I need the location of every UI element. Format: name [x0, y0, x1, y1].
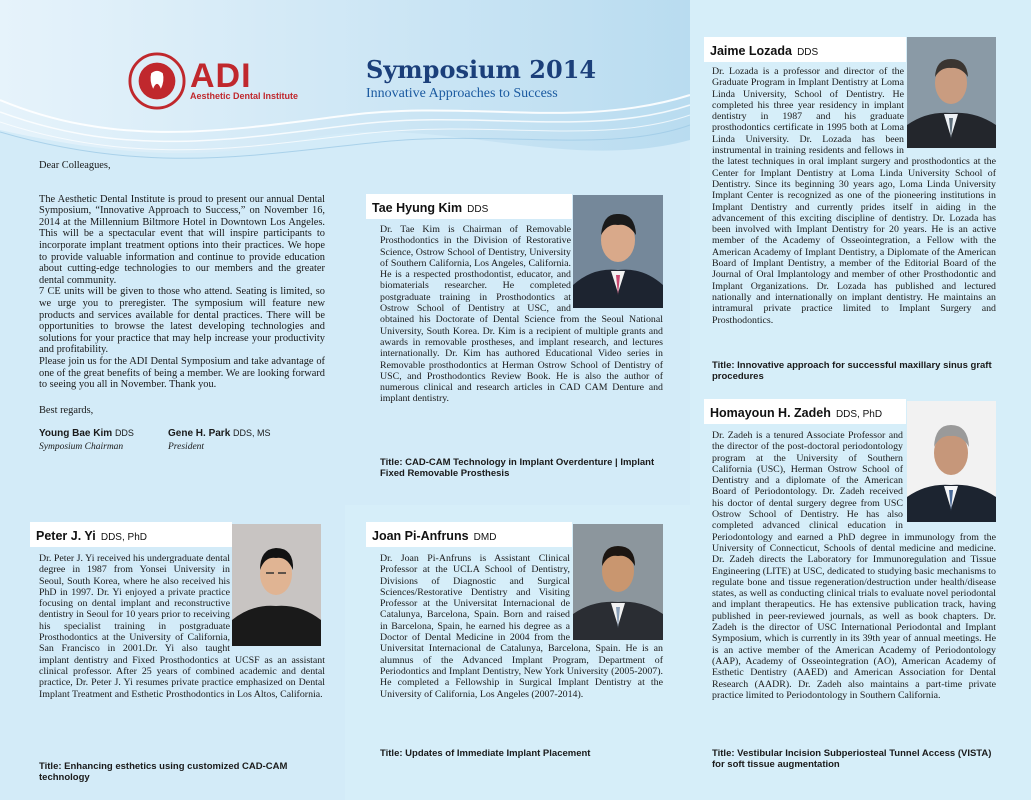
speaker-bio-text-lozada: Dr. Lozada is a professor and director of the Graduate Program in Implant Dentistry at Loma Linda University, School of Dentistry. He completed his three year residency in implant dentistry in 1987 and his graduate prosthodontics certificate in 1995 both at Loma Linda University. Dr. Lozada has been instrumental in training residents and fellows in the latest techniques in oral implant surgery and prosthodontics at the Center for Implant Dentistry at Loma Linda University School of Dentistry. Since its beginning 30 years ago, Loma Linda University Implant Center is recognized as one of the pioneering institutions in Implant Dentistry and currently prides itself in aiding in the advancement of this exciting discipline of dentistry. Dr. Lozada has been involved with Implant Dentistry for 20 years. He is an active member of the Academy of Osseointegration, a Fellow with the American Academy of Implant Dentistry, a Diplomate of the American Board of Implant Dentistry, a member of the Editorial Board of the Journal of Oral Implantology and member of other Prosthodontic and Implant Organizations. Dr. Lozada has published and lectured nationally and internationally on implant dentistry. He maintains an intramural private practice limited to Implant Surgery and Prosthodontics. — [712, 66, 996, 326]
letter-paragraph: Please join us for the ADI Dental Symposium and take advantage of one of the great benefits of being a member. We are looking forward to seeing you all in November. Thank you. — [39, 355, 325, 391]
letter-greeting: Dear Colleagues, — [39, 160, 111, 171]
speaker-credentials: DDS, PhD — [100, 532, 147, 543]
signer-credentials: DDS, MS — [233, 428, 271, 439]
speaker-card-pi-anfruns — [366, 522, 662, 547]
signatures — [39, 428, 325, 453]
photo-spacer — [903, 430, 996, 522]
speaker-credentials: DDS, PhD — [835, 409, 883, 420]
speaker-card-yi — [30, 522, 322, 547]
speaker-credentials: DMD — [473, 532, 497, 543]
signer — [168, 428, 297, 453]
speaker-card-kim — [366, 194, 662, 219]
event-title-block — [366, 55, 596, 102]
speaker-header — [366, 522, 572, 547]
speaker-bio-text-zadeh: Dr. Zadeh is a tenured Associate Professor and the director of the post-doctoral periodontology program at the University of Southern California (USC), Herman Ostrow School of Dentistry and a diplomate of the American Board of Periodontology. Dr. Zadeh received his doctor of dental surgery degree from USC Ostrow School of Dentistry. He has also completed advanced clinical education in Periodontology and earned a PhD degree in immunology from the University of Connecticut, Schools of dental medicine and medicine. Dr. Zadeh directs the Laboratory for Immunoregulation and Tissue Engineering (LITE) at USC, dedicated to studying basic mechanisms to regulate bone and tissue regeneration/destruction under health/disease states, as well as conducting clinical trials to evaluate novel periodontal and implant therapeutics. He has extensive publication track, having published in peer-reviewed journals, as well as book chapters. Dr. Zadeh is the director of USC International Periodontal and Implant Symposium, which is currently in its 39th year of annual meetings. He is an active member of the American Academy of Periodontology (AAP), Academy of Osseointegration (AO), American Academy of Esthetic Dentistry (AAED) and American Association for Dental Research (AADR). Dr. Zadeh also maintains a part-time private practice limited to Periodontology in Southern California. — [712, 430, 996, 701]
speaker-name: Jaime Lozada — [710, 44, 792, 58]
signer — [39, 428, 168, 453]
event-title: Symposium 2014 — [366, 55, 597, 84]
photo-spacer — [570, 553, 663, 641]
photo-spacer — [230, 553, 325, 645]
adi-logo — [128, 52, 298, 110]
speaker-name: Tae Hyung Kim — [372, 201, 463, 215]
welcome-letter — [39, 160, 325, 453]
speaker-talk-pi-anfruns: Title: Updates of Immediate Implant Placement — [380, 748, 591, 759]
signer-role: Symposium Chairman — [39, 441, 124, 452]
speaker-card-zadeh — [704, 399, 996, 424]
speaker-talk-lozada: Title: Innovative approach for successful maxillary sinus graft procedures — [712, 360, 992, 382]
speaker-talk-zadeh: Title: Vestibular Incision Subperiosteal Tunnel Access (VISTA) for soft tissue augmentation — [712, 748, 992, 770]
speaker-name: Homayoun H. Zadeh — [710, 406, 831, 420]
adi-seal-icon — [128, 52, 186, 110]
speaker-bio-text-yi: Dr. Peter J. Yi received his undergraduate dental degree in 1987 from Yonsei University in Seoul, South Korea, where he also received his PhD in 1997. Dr. Yi enjoyed a private practice focusing on dental implant and reconstructive dentistry in Seoul for 10 years prior to receiving his specialist training in postgraduate Prosthodontics at the University of California, San Francisco in 2001.Dr. Yi also taught implant dentistry and Fixed Prosthodontics at UCSF as an assistant clinical professor. After 25 years of combined academic and dental practice, Dr. Peter J. Yi resumes private practice emphasized on Dental Implant Treatment and Esthetic Prosthodontics in Los Altos, California. — [39, 553, 325, 700]
speaker-talk-kim: Title: CAD-CAM Technology in Implant Overdenture | Implant Fixed Removable Prosthesis — [380, 457, 655, 479]
speaker-header — [704, 37, 906, 62]
speaker-name: Joan Pi-Anfruns — [372, 529, 469, 543]
speaker-talk-yi: Title: Enhancing esthetics using customized CAD-CAM technology — [39, 761, 288, 783]
photo-spacer — [571, 224, 663, 308]
letter-paragraph: The Aesthetic Dental Institute is proud to present our annual Dental Symposium, “Innovative Approach to Success,” on November 16, 2014 at the Millennium Biltmore Hotel in Downtown Los Angeles. This will be a spectacular event that will inspire participants to incorporate implant treatment options into their practices. We hope to provide valuable information and continue to provide education about cutting-edge technologies to our members and the greater dental community. — [39, 193, 325, 286]
speaker-header — [366, 194, 572, 219]
letter-paragraph: 7 CE units will be given to those who attend. Seating is limited, so we urge you to preregister. The symposium will feature new products and services available for dental practices. There will be opportunities to browse the latest developing technologies and solutions for your practice that may help increase your productivity and profitability. — [39, 286, 325, 356]
speaker-header — [704, 399, 906, 424]
speaker-name: Peter J. Yi — [36, 529, 96, 543]
event-subtitle: Innovative Approaches to Success — [366, 86, 558, 101]
logo-abbrev: ADI — [190, 57, 252, 95]
speaker-bio-text-kim: Dr. Tae Kim is Chairman of Removable Prosthodontics in the Division of Restorative Science, Ostrow School of Dentistry, University of Southern California, Los Angeles, California. He is a respected prosthodontist, educator, and biomaterials researcher. He completed postgraduate training in Prosthodontics at Ostrow School of Dentistry at USC, and obtained his Doctorate of Dental Science from the Seoul National University, South Korea. Dr. Kim is a recipient of multiple grants and awards in removable prostheses, and implant research, and lectures internationally. Dr. Kim has authored Educational Video series in Removable prosthodontics at Herman Ostrow School of Dentistry of USC, and Prosthodontics Review Book. He is also the author of numerous clinical and research articles in CAD CAM Denture and implant dentistry. — [380, 224, 663, 405]
speaker-bio-text-pi-anfruns: Dr. Joan Pi-Anfruns is Assistant Clinical Professor at the UCLA School of Dentistry, Divisions of Diagnostic and Surgical Sciences/Restorative Dentistry and Visiting Professor at the Universitat Internacional de Catalunya, Barcelona, Spain. Born and raised in Barcelona, Spain, he earned his degree as a Doctor of Dental Medicine in 2004 from the Universitat Internacional de Catalunya, Barcelona, Spain. He is an alumnus of the Advanced Implant Program, Department of Periodontics and Implant Dentistry, New York University (2005-2007). He completed a Fellowship in Surgical Implant Dentistry at the University of California, Los Angeles (2007-2014). — [380, 553, 663, 700]
speaker-header — [30, 522, 232, 547]
signer-name: Young Bae Kim — [39, 428, 113, 440]
speaker-card-lozada — [704, 37, 996, 62]
letter-closing: Best regards, — [39, 404, 94, 416]
speaker-credentials: DDS — [797, 47, 819, 58]
signer-role: President — [168, 441, 205, 452]
speaker-credentials: DDS — [467, 204, 489, 215]
signer-name: Gene H. Park — [168, 428, 231, 440]
photo-spacer — [904, 66, 996, 150]
signer-credentials: DDS — [114, 428, 134, 439]
logo-full-name: Aesthetic Dental Institute — [190, 91, 299, 101]
